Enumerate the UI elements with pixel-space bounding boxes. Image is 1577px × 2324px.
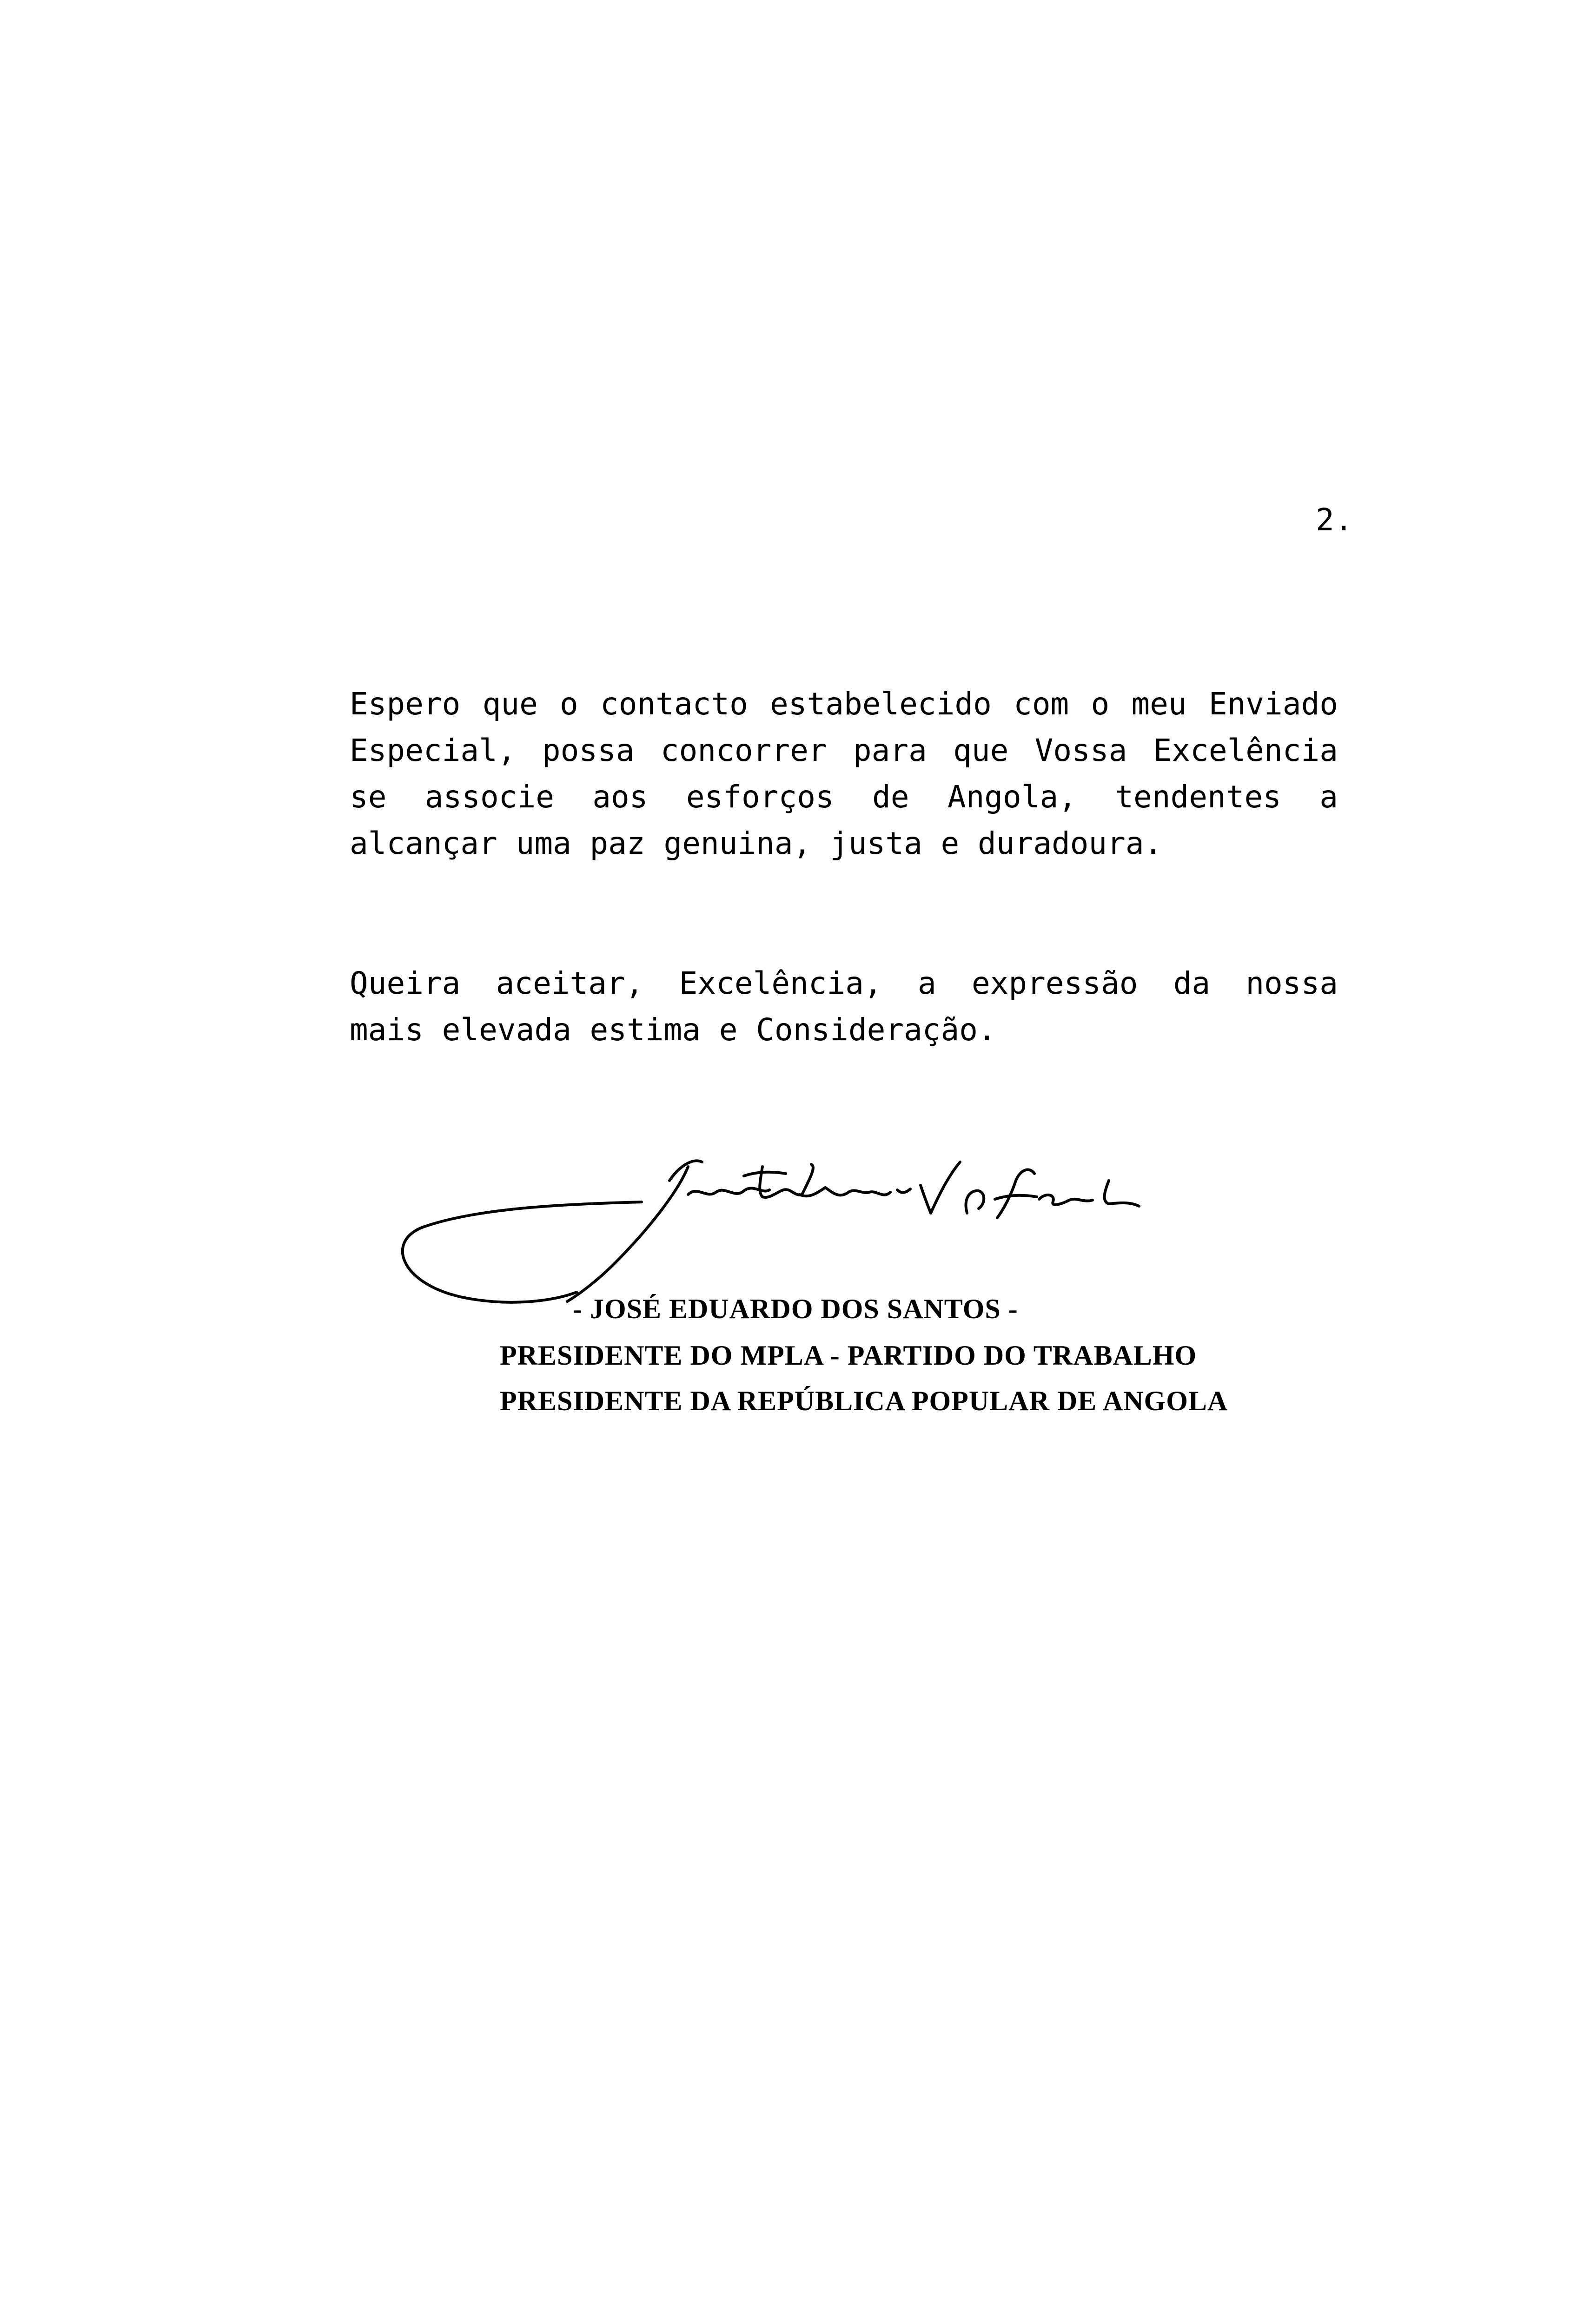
paragraph-line: alcançar uma paz genuina, justa e duradoura. (350, 825, 1163, 861)
paragraph-2 (350, 960, 1338, 1053)
paragraph-line: se associe aos esforços de Angola, tendentes a (350, 779, 1338, 815)
signatory-title-party: PRESIDENTE DO MPLA - PARTIDO DO TRABALHO (500, 1340, 1197, 1371)
paragraph-1 (350, 681, 1338, 867)
signatory-title-state: PRESIDENTE DA REPÚBLICA POPULAR DE ANGOLA (500, 1386, 1228, 1416)
paragraph-line: mais elevada estima e Consideração. (350, 1012, 996, 1048)
paragraph-line: Queira aceitar, Excelência, a expressão da nossa (350, 965, 1338, 1001)
paragraph-line: Espero que o contacto estabelecido com o meu Enviado (350, 686, 1338, 722)
signatory-name: - JOSÉ EDUARDO DOS SANTOS - (573, 1294, 1018, 1324)
page-number: 2. (1316, 502, 1353, 538)
paragraph-line: Especial, possa concorrer para que Vossa Excelência (350, 733, 1338, 768)
